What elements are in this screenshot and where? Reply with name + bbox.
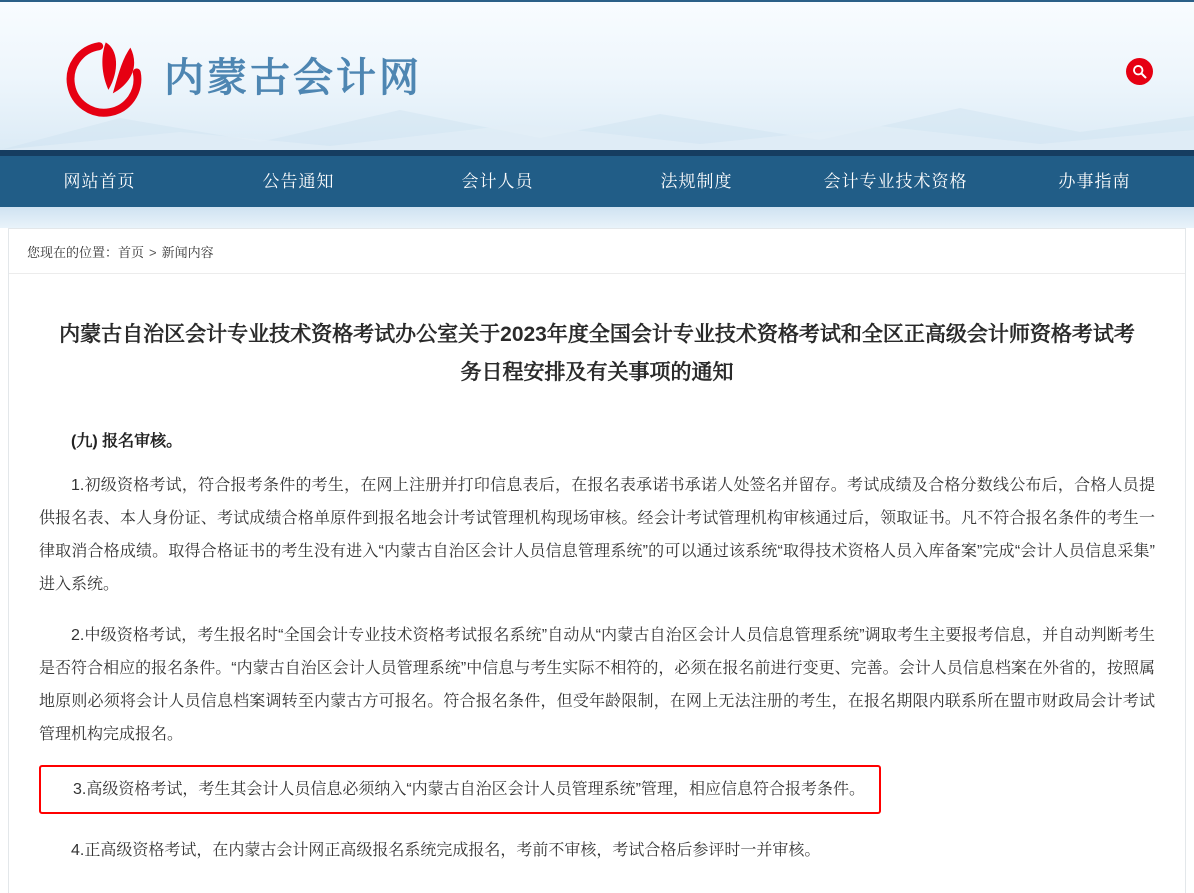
paragraph-junior-exam: 1.初级资格考试，符合报考条件的考生，在网上注册并打印信息表后，在报名表承诺书承诺人处签名并留存。考试成绩及合格分数线公布后，合格人员提供报名表、本人身份证、考试成绩合格单原件到报名地会计考试管理机构现场审核。经会计考试管理机构审核通过后，领取证书。凡不符合报名条件的考生一律取消合格成绩。取得合格证书的考生没有进入“内蒙古自治区会计人员信息管理系统”的可以通过该系统“取得技术资格人员入库备案”完成“会计人员信息采集”进入系统。 xyxy=(39,476,1155,593)
nav-item-professional-qualification[interactable]: 会计专业技术资格 xyxy=(823,172,968,191)
paragraph-senior-exam: 3.高级资格考试，考生其会计人员信息必须纳入“内蒙古自治区会计人员管理系统”管理，相应信息符合报考条件。 xyxy=(73,780,866,798)
news-article xyxy=(9,316,1185,893)
search-icon xyxy=(1131,63,1148,80)
highlighted-paragraph-box xyxy=(39,765,881,814)
content-panel xyxy=(8,228,1186,893)
brand-logo[interactable] xyxy=(60,30,422,118)
red-swoosh-logo-icon xyxy=(60,30,148,118)
breadcrumb-separator: > xyxy=(149,245,157,260)
site-header xyxy=(0,0,1194,150)
nav-item-home[interactable]: 网站首页 xyxy=(63,172,136,191)
nav-item-announcements[interactable]: 公告通知 xyxy=(262,172,335,191)
brand-name: 内蒙古会计网 xyxy=(164,55,422,100)
breadcrumb-home-link[interactable]: 首页 xyxy=(118,245,145,260)
search-button[interactable] xyxy=(1126,58,1153,85)
article-title: 内蒙古自治区会计专业技术资格考试办公室关于2023年度全国会计专业技术资格考试和全区正高级会计师资格考试考务日程安排及有关事项的通知 xyxy=(59,323,1135,384)
breadcrumb-current-link[interactable]: 新闻内容 xyxy=(161,245,214,260)
section-heading: (九) 报名审核。 xyxy=(71,432,183,450)
paragraph-intermediate-exam: 2.中级资格考试，考生报名时“全国会计专业技术资格考试报名系统”自动从“内蒙古自治区会计人员信息管理系统”调取考生主要报考信息，并自动判断考生是否符合相应的报名条件。“内蒙古自治区会计人员管理系统”中信息与考生实际不相符的，必须在报名前进行变更、完善。会计人员信息档案在外省的，按照属地原则必须将会计人员信息档案调转至内蒙古方可报名。符合报名条件，但受年龄限制，在网上无法注册的考生，在报名期限内联系所在盟市财政局会计考试管理机构完成报名。 xyxy=(39,626,1155,743)
breadcrumb xyxy=(9,229,1185,274)
paragraph-chief-senior-exam: 4.正高级资格考试，在内蒙古会计网正高级报名系统完成报名，考前不审核，考试合格后参评时一并审核。 xyxy=(71,841,821,859)
header-divider-band xyxy=(0,207,1194,228)
main-navigation xyxy=(0,150,1194,207)
breadcrumb-prefix: 您现在的位置： xyxy=(27,245,119,260)
nav-item-regulations[interactable]: 法规制度 xyxy=(660,172,733,191)
nav-item-accounting-personnel[interactable]: 会计人员 xyxy=(461,172,534,191)
nav-item-service-guide[interactable]: 办事指南 xyxy=(1058,172,1131,191)
